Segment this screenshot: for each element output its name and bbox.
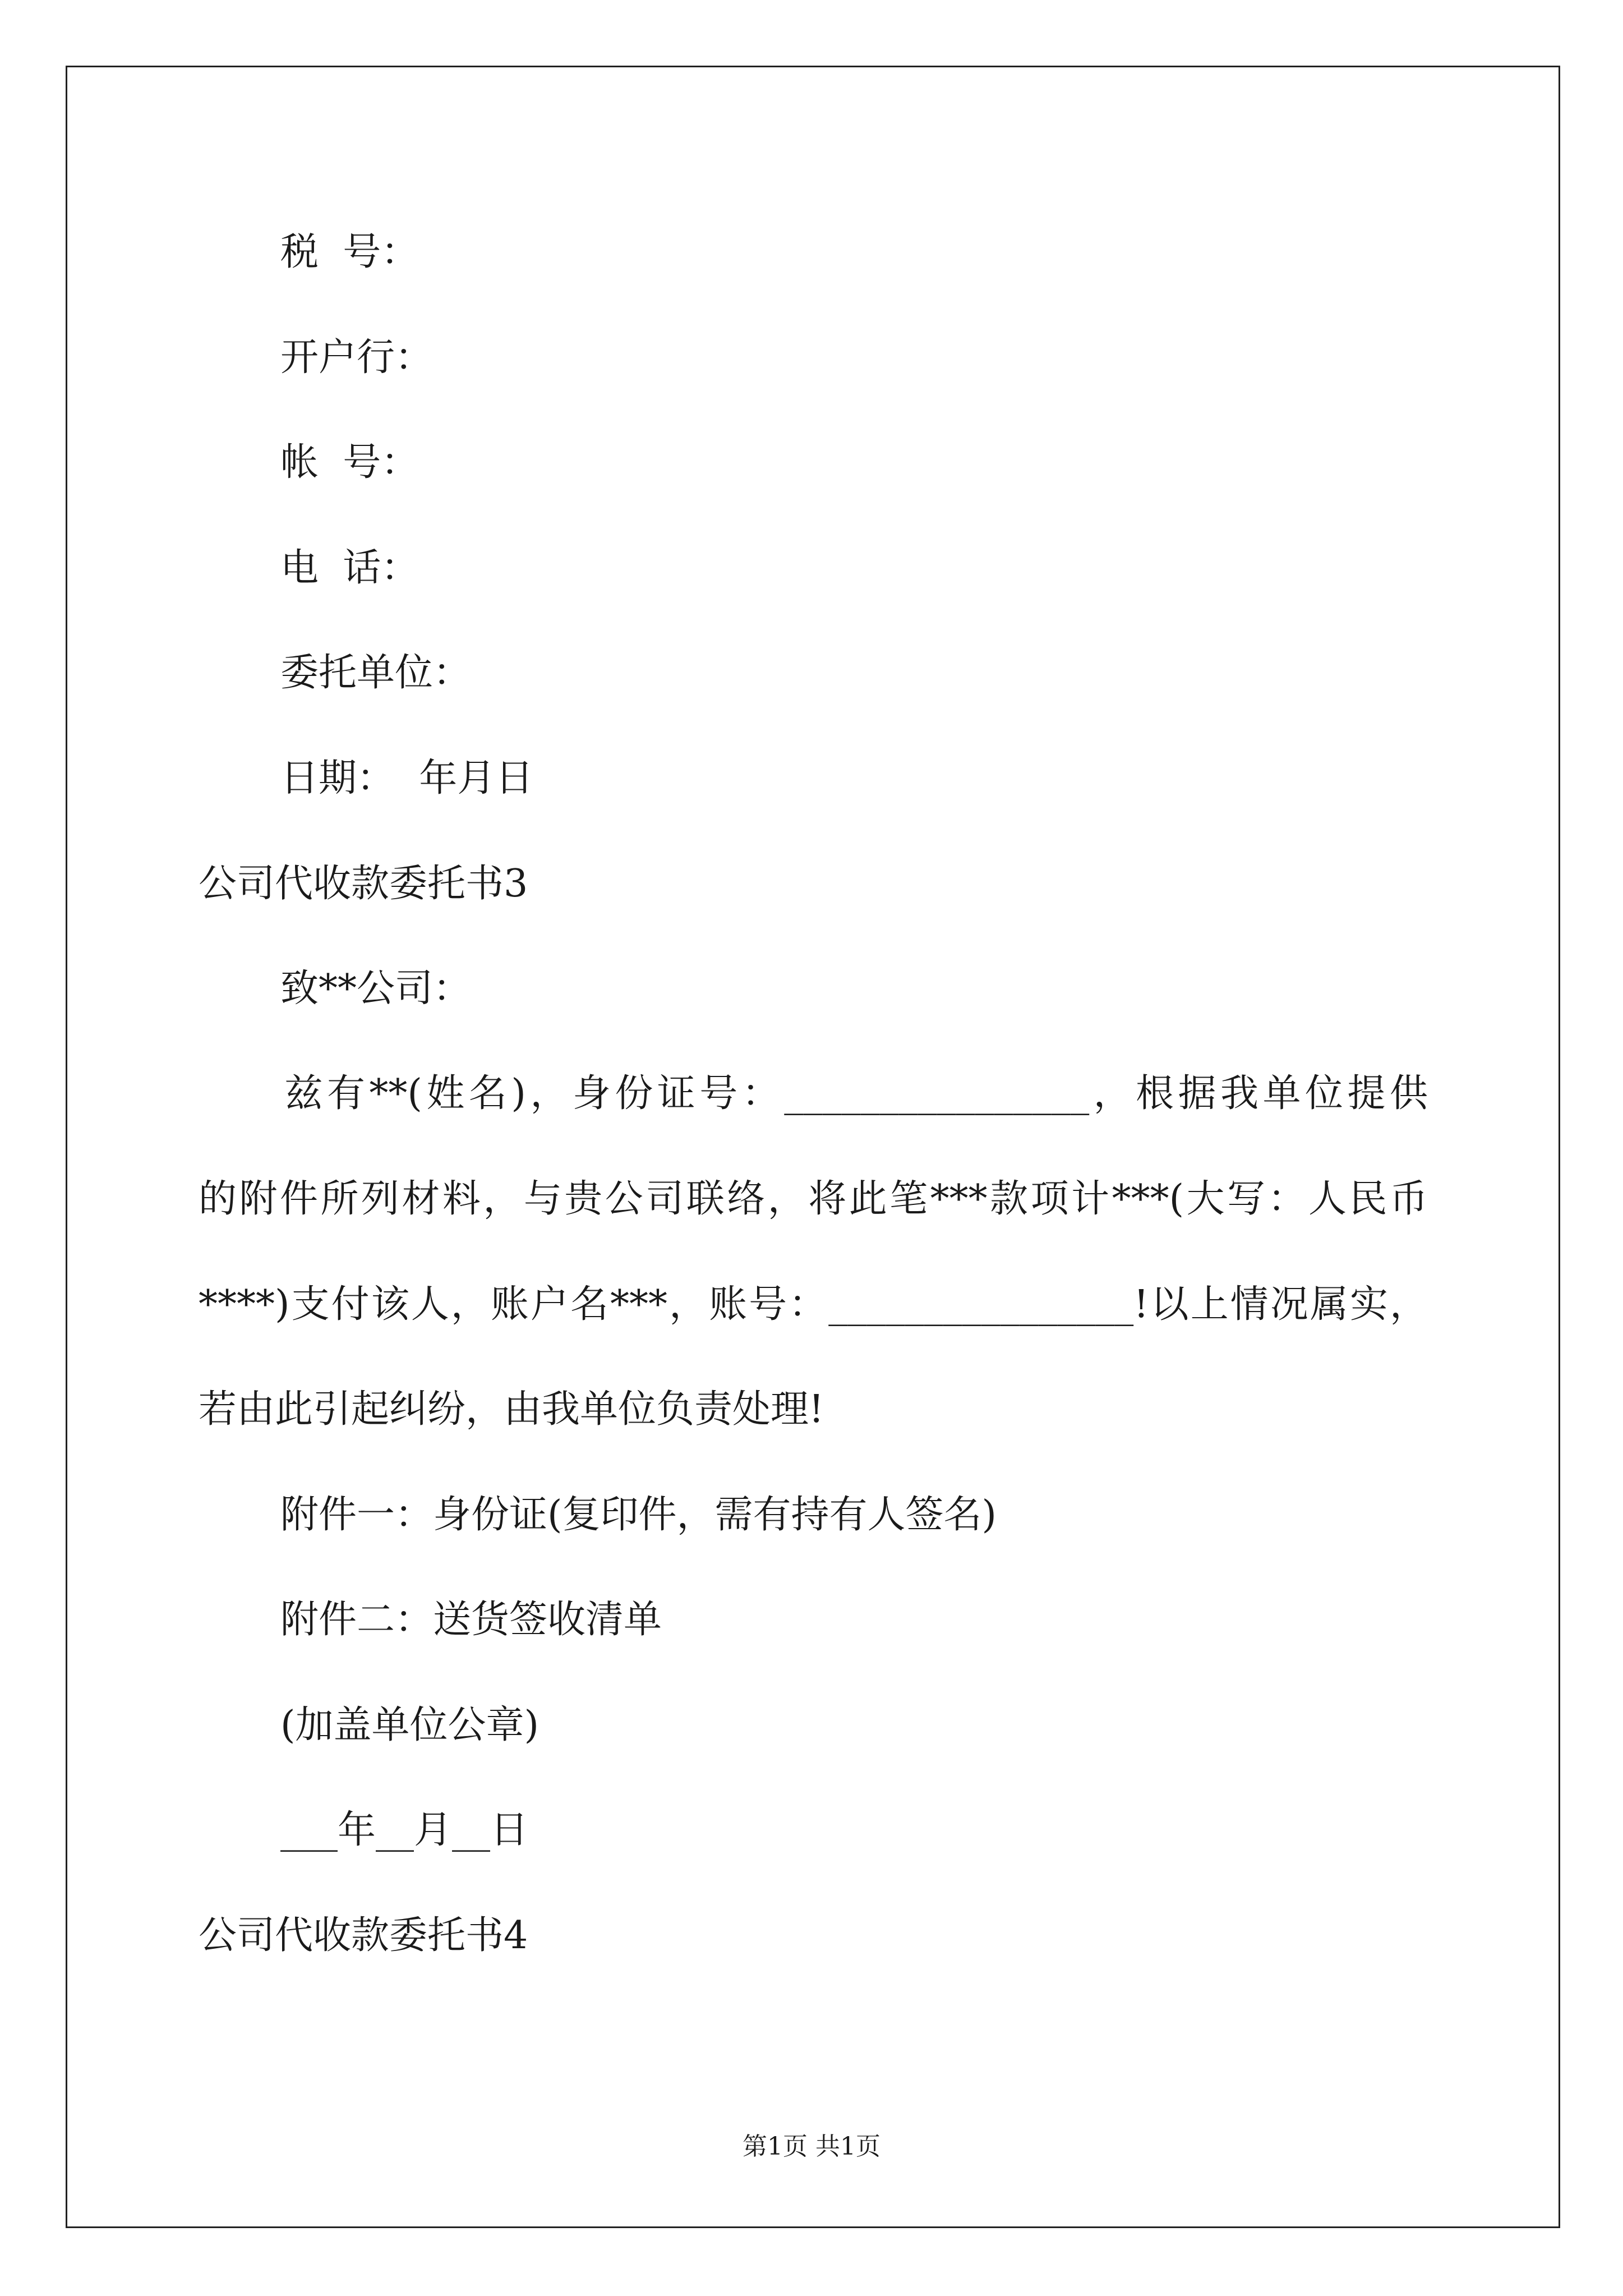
- section-title-3: 公司代收款委托书3: [199, 862, 528, 906]
- page-border: [66, 66, 1560, 2228]
- body-line-1: 兹有**(姓名)，身份证号：________________，根据我单位提供: [280, 1071, 1428, 1116]
- attachment-1: 附件一：身份证(复印件，需有持有人签名): [280, 1493, 997, 1537]
- body-line-2: 的附件所列材料，与贵公司联络，将此笔***款项计***(大写：人民币: [199, 1177, 1428, 1221]
- account-label: 帐 号：: [280, 440, 419, 485]
- seal-note: (加盖单位公章): [280, 1703, 540, 1747]
- tax-id-label: 税 号：: [280, 230, 419, 274]
- page-footer: 第1页 共1页: [743, 2132, 880, 2161]
- principal-label: 委托单位：: [280, 651, 472, 695]
- body-line-4: 若由此引起纠纷，由我单位负责处理!: [199, 1387, 824, 1432]
- body-line-3: ****)支付该人，账户名***，账号：________________!以上情况属实，: [199, 1282, 1428, 1327]
- attachment-2: 附件二：送货签收清单: [280, 1598, 662, 1642]
- phone-label: 电 话：: [280, 546, 419, 590]
- date-label: 日期： 年月日: [280, 756, 534, 800]
- salutation: 致**公司：: [280, 967, 472, 1011]
- signature-date: ___年__月__日: [280, 1808, 529, 1852]
- bank-label: 开户行：: [280, 335, 434, 380]
- section-title-4: 公司代收款委托书4: [199, 1913, 528, 1958]
